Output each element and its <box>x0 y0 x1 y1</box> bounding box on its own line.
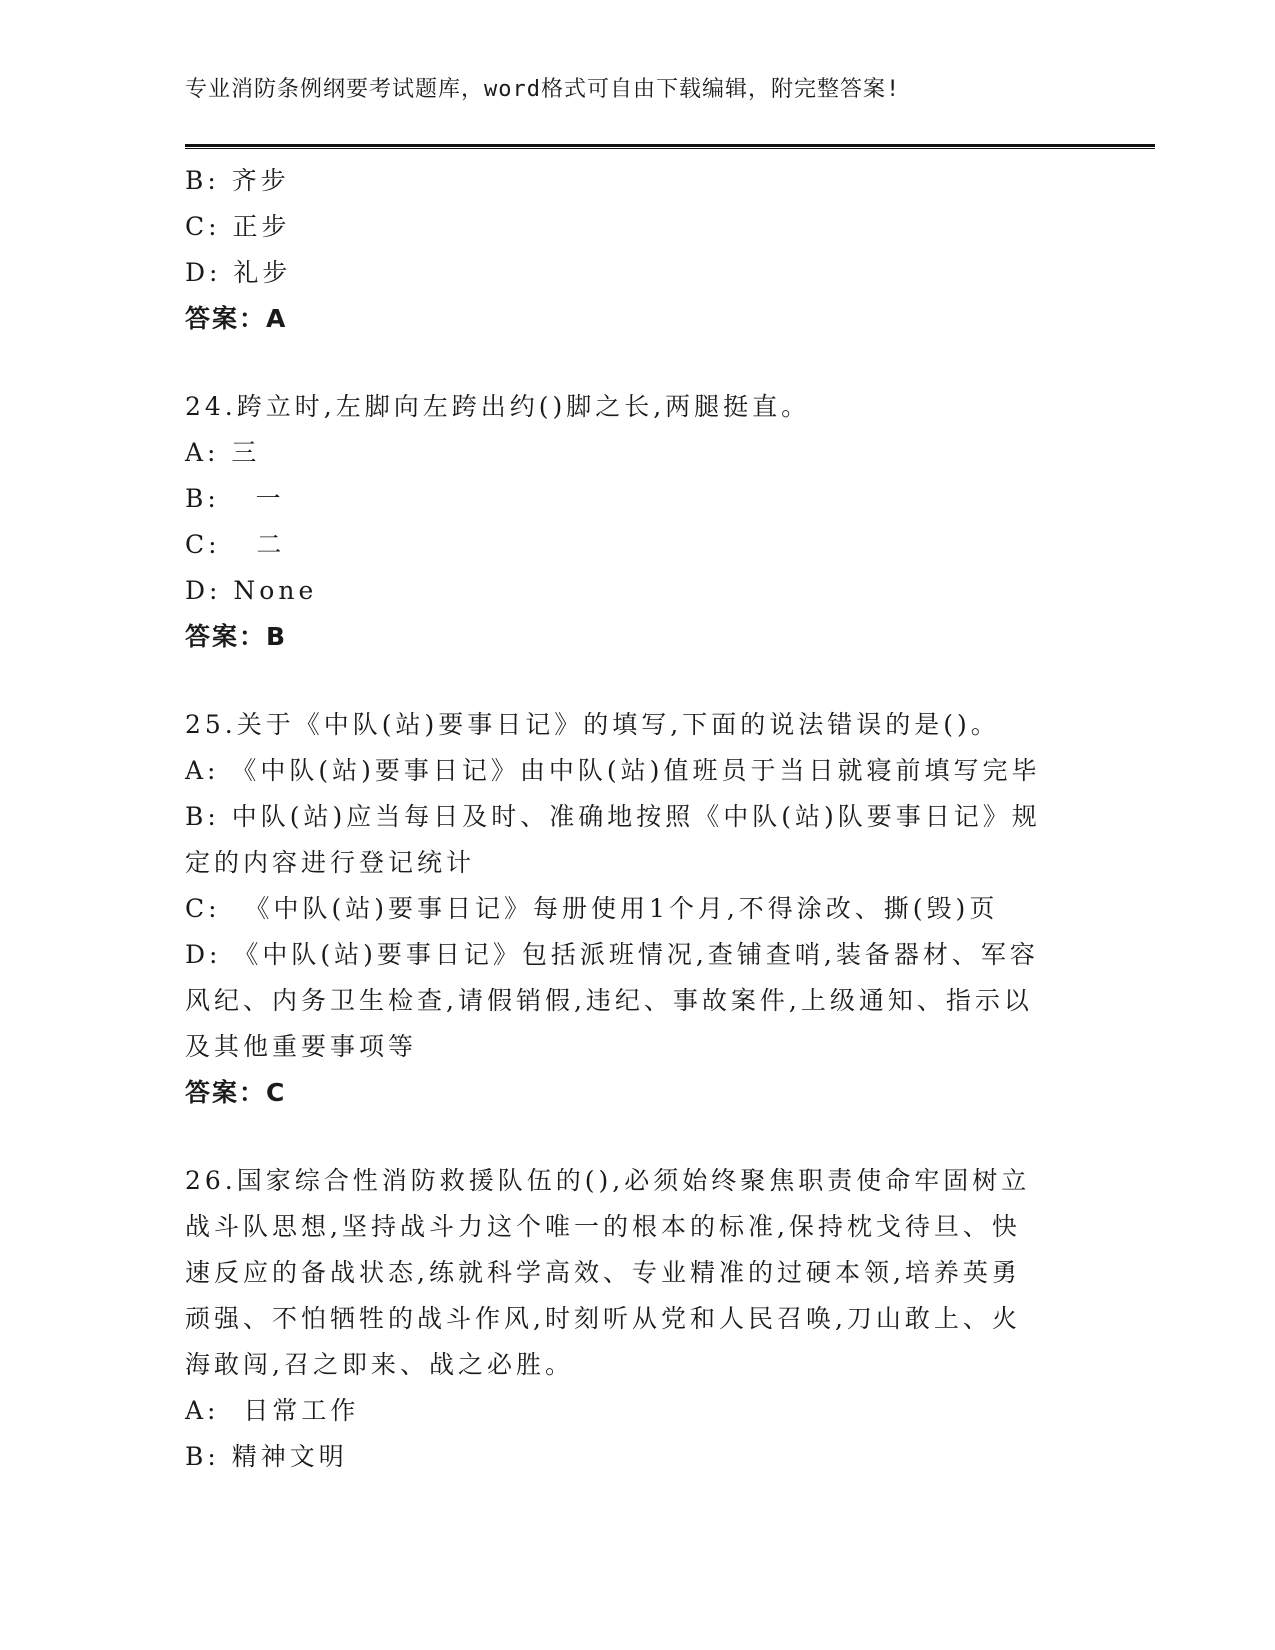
option-c: C: 《中队(站)要事日记》每册使用1个月,不得涂改、撕(毁)页 <box>185 894 999 923</box>
answer: 答案：C <box>185 1078 287 1107</box>
option-a: A: 《中队(站)要事日记》由中队(站)值班员于当日就寝前填写完毕 <box>185 756 1041 785</box>
option-d: D: 礼步 <box>185 258 292 287</box>
option-b: B: 一 <box>185 484 285 513</box>
option-d: D: 《中队(站)要事日记》包括派班情况,查铺查哨,装备器材、军容风纪、内务卫生检查,请假销假,违纪、事故案件,上级通知、指示以及其他重要事项等 <box>185 940 1039 1061</box>
option-c: C: 正步 <box>185 212 291 241</box>
question-content <box>185 158 1085 1480</box>
question-text: 24.跨立时,左脚向左跨出约()脚之长,两腿挺直。 <box>185 392 811 421</box>
question-text: 26.国家综合性消防救援队伍的(),必须始终聚焦职责使命牢固树立战斗队思想,坚持战斗力这个唯一的根本的标准,保持枕戈待旦、快速反应的备战状态,练就科学高效、专业精准的过硬本领,培养英勇顽强、不怕牺牲的战斗作风,时刻听从党和人民召唤,刀山敢上、火海敢闯,召之即来、战之必胜。 <box>185 1166 1031 1379</box>
page-header: 专业消防条例纲要考试题库，word格式可自由下载编辑，附完整答案! <box>185 77 901 102</box>
option-b: B: 精神文明 <box>185 1442 348 1471</box>
answer: 答案：B <box>185 622 288 651</box>
option-d: D: None <box>185 576 318 605</box>
question-24 <box>185 384 1085 660</box>
answer: 答案：A <box>185 304 288 333</box>
header-divider <box>185 144 1155 149</box>
question-text: 25.关于《中队(站)要事日记》的填写,下面的说法错误的是()。 <box>185 710 1000 739</box>
spacer <box>185 1116 1085 1158</box>
prev-question-block <box>185 158 1085 342</box>
spacer <box>185 660 1085 702</box>
spacer <box>185 342 1085 384</box>
question-25 <box>185 702 1085 1116</box>
option-a: A: 三 <box>185 438 261 467</box>
option-c: C: 二 <box>185 530 286 559</box>
question-26 <box>185 1158 1085 1480</box>
option-b: B: 中队(站)应当每日及时、准确地按照《中队(站)队要事日记》规定的内容进行登记统计 <box>185 802 1041 877</box>
option-a: A: 日常工作 <box>185 1396 360 1425</box>
option-b: B: 齐步 <box>185 166 290 195</box>
